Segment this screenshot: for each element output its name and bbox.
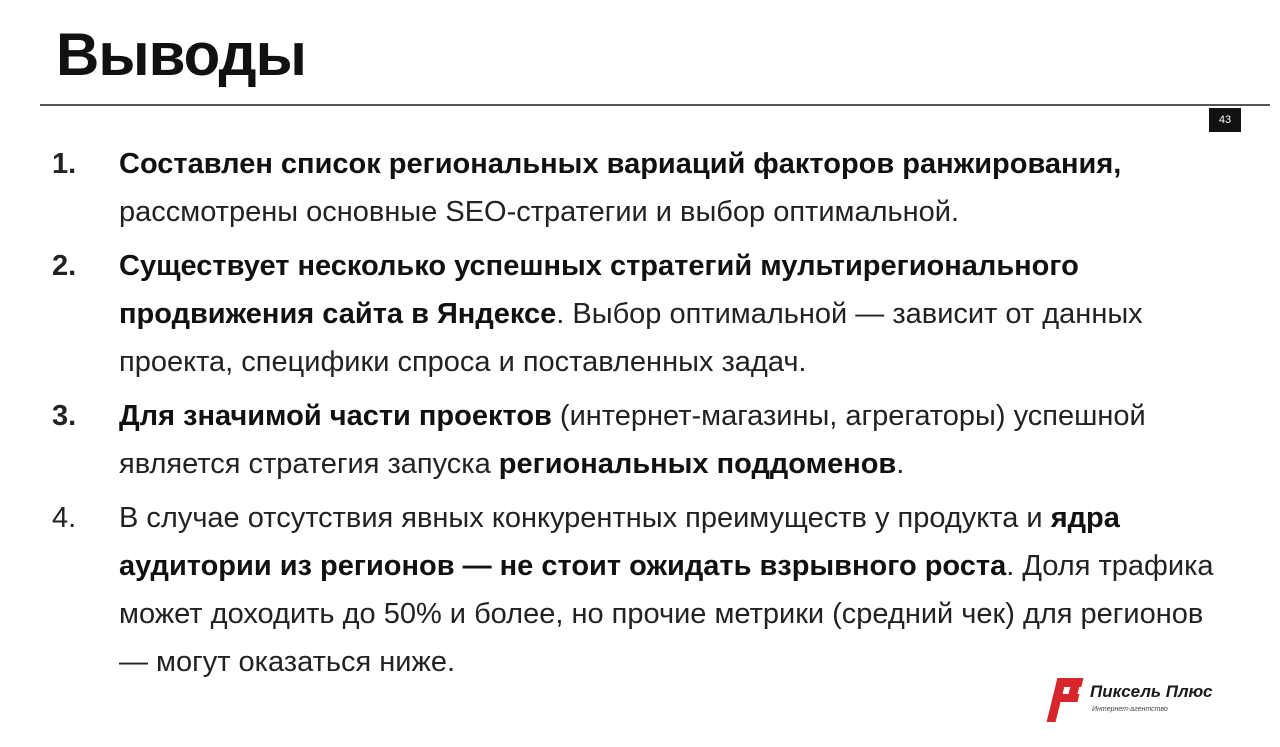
item-text-bold: региональных поддоменов [498, 448, 897, 480]
item-text: рассмотрены основные SEO-стратегии и выбор оптимальной. [119, 196, 960, 228]
item-text-bold: Составлен список региональных вариаций факторов ранжирования, [119, 148, 1122, 180]
item-text: . [896, 448, 905, 480]
list-item [52, 242, 1222, 386]
slide-title: Выводы [56, 21, 306, 88]
item-number: 4. [52, 502, 77, 534]
list-item [52, 392, 1222, 488]
item-text: . Доля трафика может доходить до 50% и более, но прочие метрики (средний чек) для регионов — могут оказаться ниже. [119, 550, 1214, 678]
logo-tagline: Интернет-агентство [1092, 706, 1168, 713]
item-number: 2. [52, 250, 77, 282]
item-number: 3. [52, 400, 77, 432]
logo-name: Пиксель Плюс [1090, 682, 1213, 701]
pixel-logo-icon [1044, 676, 1088, 724]
conclusions-list [52, 140, 1222, 692]
list-item [52, 140, 1222, 236]
item-text-bold: ядра аудитории из регионов — не стоит ожидать взрывного роста [119, 502, 1120, 582]
item-text-bold: Для значимой части проектов [119, 400, 552, 432]
company-logo [1044, 676, 1244, 726]
title-divider [40, 104, 1270, 106]
item-text: . Выбор оптимальной — зависит от данных проекта, специфики спроса и поставленных задач. [119, 298, 1143, 378]
page-number-badge: 43 [1209, 108, 1241, 132]
item-text: В случае отсутствия явных конкурентных преимуществ у продукта и [119, 502, 1051, 534]
item-number: 1. [52, 148, 77, 180]
item-text-bold: Существует несколько успешных стратегий мультирегионального продвижения сайта в Яндексе [119, 250, 1079, 330]
item-text: (интернет-магазины, агрегаторы) успешной является стратегия запуска [119, 400, 1146, 480]
list-item [52, 494, 1222, 686]
